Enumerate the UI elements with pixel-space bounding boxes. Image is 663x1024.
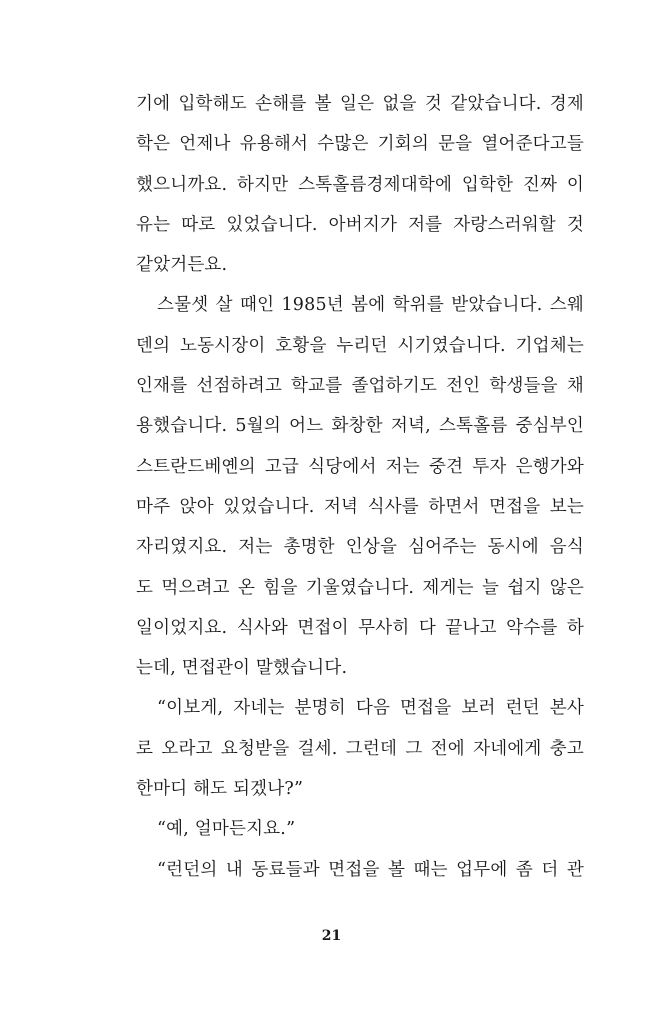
text-line: 용했습니다. 5월의 어느 화창한 저녁, 스톡홀름 중심부인	[136, 416, 584, 437]
page-number: 21	[321, 928, 342, 944]
body-text	[136, 84, 584, 890]
text-line: 로 오라고 요청받을 걸세. 그런데 그 전에 자네에게 충고	[136, 738, 584, 759]
text-line: 스트란드베옌의 고급 식당에서 저는 중견 투자 은행가와	[136, 456, 584, 477]
text-line: 덴의 노동시장이 호황을 누리던 시기였습니다. 기업체는	[136, 335, 584, 356]
text-line: 일이었지요. 식사와 면접이 무사히 다 끝나고 악수를 하	[136, 617, 584, 638]
text-line: 학은 언제나 유용해서 수많은 기회의 문을 열어준다고들	[136, 134, 584, 155]
text-line: “이보게, 자네는 분명히 다음 면접을 보러 런던 본사	[157, 698, 584, 719]
text-line: 한마디 해도 되겠나?”	[136, 779, 304, 800]
text-line: “런던의 내 동료들과 면접을 볼 때는 업무에 좀 더 관	[157, 859, 584, 880]
text-line: 유는 따로 있었습니다. 아버지가 저를 자랑스러워할 것	[136, 214, 584, 235]
text-line: 는데, 면접관이 말했습니다.	[136, 658, 348, 679]
text-line: 마주 앉아 있었습니다. 저녁 식사를 하면서 면접을 보는	[136, 496, 584, 517]
text-line: 스물셋 살 때인 1985년 봄에 학위를 받았습니다. 스웨	[157, 295, 584, 316]
text-line: 기에 입학해도 손해를 볼 일은 없을 것 같았습니다. 경제	[136, 94, 584, 114]
text-line: 도 먹으려고 온 힘을 기울였습니다. 제게는 늘 쉽지 않은	[136, 577, 584, 598]
text-line: 같았거든요.	[136, 255, 228, 276]
text-line: “예, 얼마든지요.”	[157, 819, 296, 840]
text-line: 자리였지요. 저는 총명한 인상을 심어주는 동시에 음식	[136, 537, 584, 558]
text-line: 했으니까요. 하지만 스톡홀름경제대학에 입학한 진짜 이	[136, 174, 584, 195]
text-line: 인재를 선점하려고 학교를 졸업하기도 전인 학생들을 채	[136, 376, 584, 397]
